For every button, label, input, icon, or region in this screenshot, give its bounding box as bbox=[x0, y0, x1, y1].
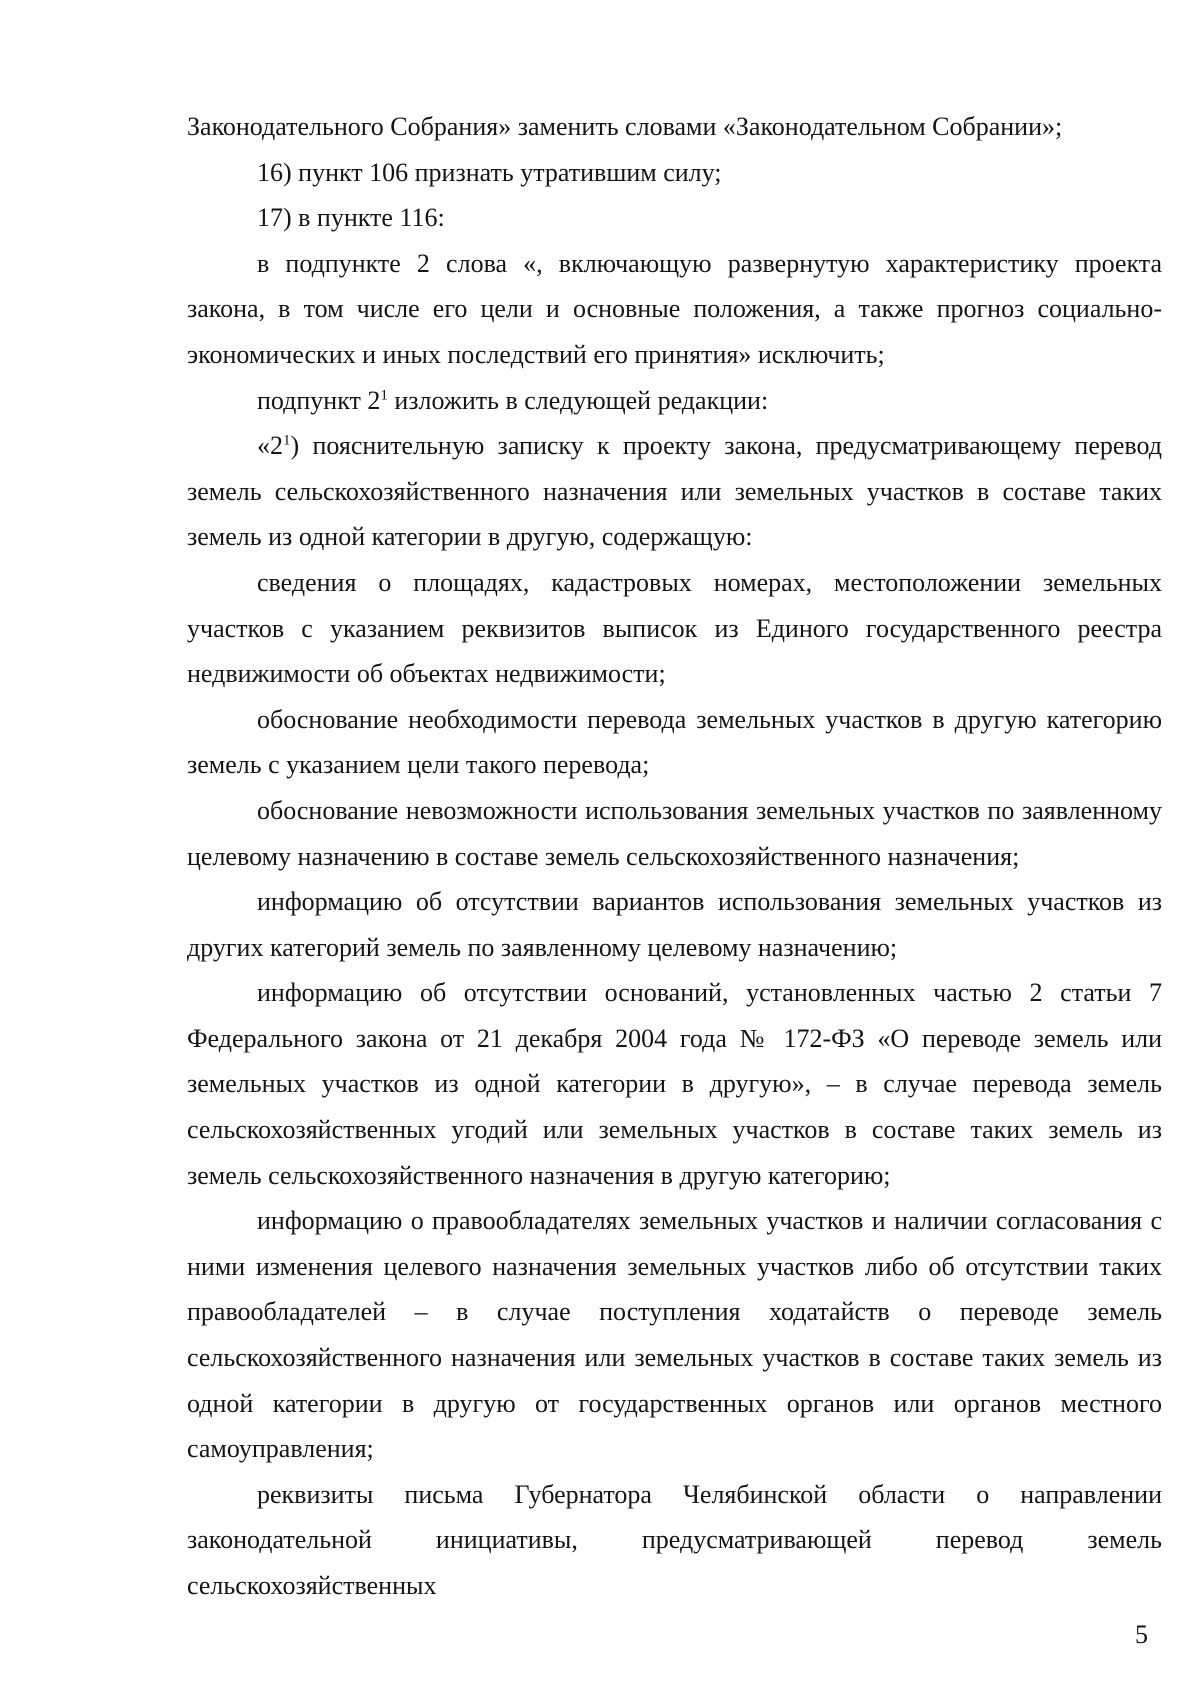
paragraph-subitem-2-1-intro-start: подпункт 2 bbox=[257, 385, 381, 415]
paragraph-subitem-2-1-intro bbox=[187, 378, 1162, 424]
paragraph-governor-letter: реквизиты письма Губернатора Челябинской области о направлении законодательной инициативы, предусматривающей перевод земель сельскохозяйственных bbox=[187, 1479, 1162, 1600]
paragraph-alternatives: информацию об отсутствии вариантов использования земельных участков из других категорий земель по заявленному целевому назначению; bbox=[187, 887, 1162, 962]
paragraph-subitem-2-1-text-end: ) пояснительную записку к проекту закона, предусматривающему перевод земель сельскохозяйственного назначения или земельных участков в составе таких земель из одной категории в другую, содержащую: bbox=[187, 431, 1162, 552]
superscript-1: 1 bbox=[380, 386, 388, 403]
paragraph-subitem-2-1-text bbox=[187, 423, 1162, 560]
paragraph-subitem-2-1-intro-end: изложить в следующей редакции: bbox=[387, 385, 769, 415]
paragraph-land-info: сведения о площадях, кадастровых номерах, местоположении земельных участков с указанием реквизитов выписок из Единого государственного реестра недвижимости об объектах недвижимости; bbox=[187, 567, 1162, 689]
paragraph-subitem-2: в подпункте 2 слова «, включающую развернутую характеристику проекта закона, в том числе его цели и основные положения, а также прогноз социально-экономических и иных последствий его принятия» исключить; bbox=[187, 248, 1162, 369]
paragraph-item-16: 16) пункт 106 признать утратившим силу; bbox=[257, 157, 722, 187]
superscript-1: 1 bbox=[283, 432, 291, 449]
paragraph-grounds: информацию об отсутствии оснований, установленных частью 2 статьи 7 Федерального закона от 21 декабря 2004 года № 172-ФЗ «О переводе земель или земельных участков из одной категории в другую», – в случае перевода земель сельскохозяйственных угодий или земельных участков в составе таких земель из земель сельскохозяйственного назначения в другую категорию; bbox=[187, 978, 1162, 1190]
document-body bbox=[187, 104, 1162, 1609]
paragraph-item-17: 17) в пункте 116: bbox=[257, 203, 445, 233]
paragraph-1: Законодательного Собрания» заменить словами «Законодательном Собрании»; bbox=[187, 112, 1063, 141]
paragraph-rightholders: информацию о правообладателях земельных участков и наличии согласования с ними изменения целевого назначения земельных участков либо об отсутствии таких правообладателей – в случае поступления ходатайств о переводе земель сельскохозяйственного назначения или земельных участков в составе таких земель из одной категории в другую от государственных органов или органов местного самоуправления; bbox=[187, 1206, 1162, 1464]
paragraph-subitem-2-1-text-start: «2 bbox=[257, 431, 283, 461]
paragraph-impossibility: обоснование невозможности использования земельных участков по заявленному целевому назначению в составе земель сельскохозяйственного назначения; bbox=[187, 795, 1162, 871]
paragraph-necessity: обоснование необходимости перевода земельных участков в другую категорию земель с указанием цели такого перевода; bbox=[187, 704, 1162, 780]
page-number: 5 bbox=[1135, 1620, 1148, 1649]
